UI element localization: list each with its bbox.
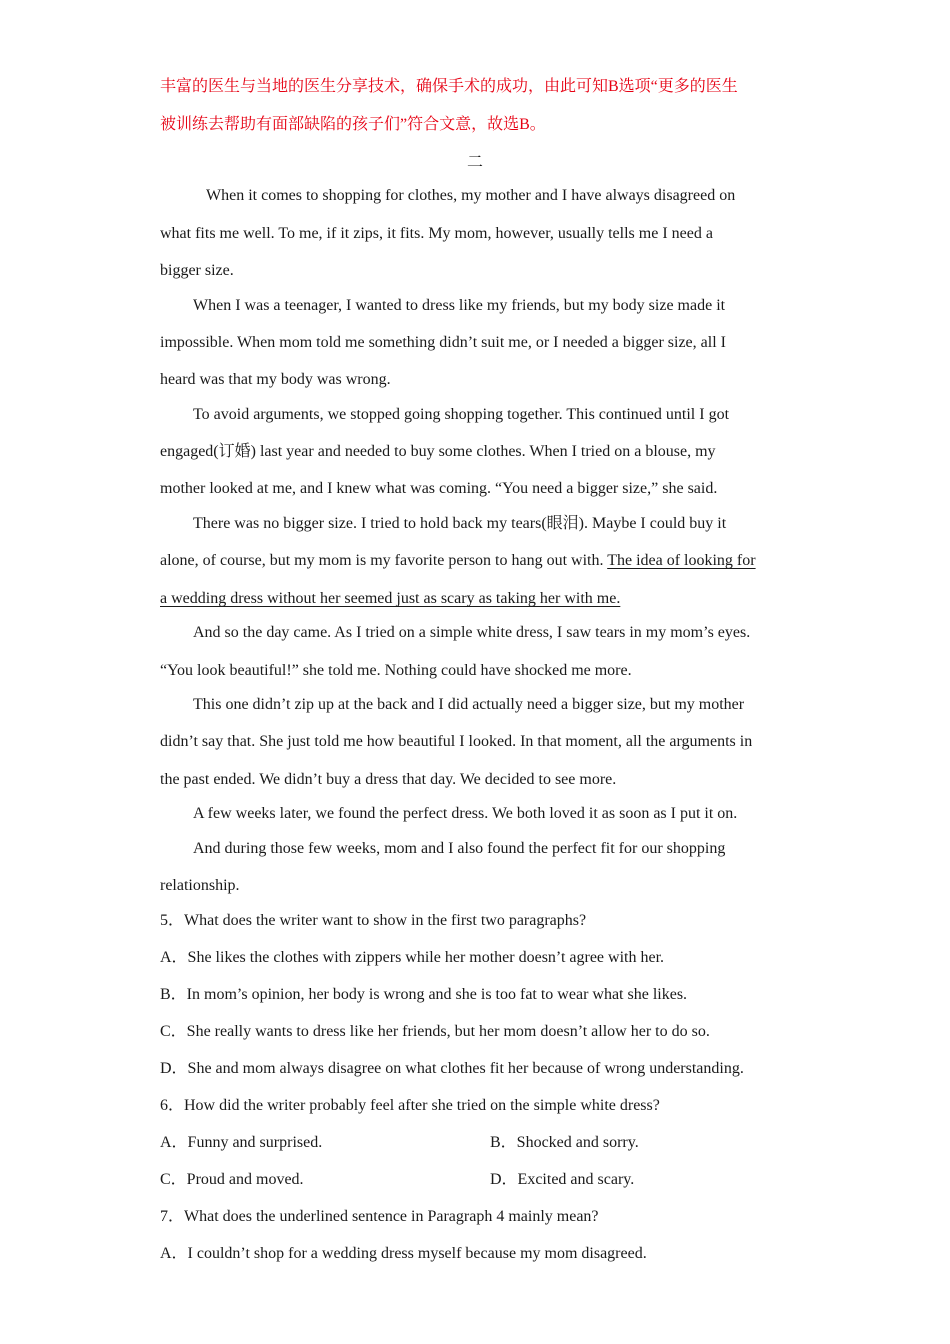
passage-line: relationship. (160, 877, 240, 894)
passage-line: engaged(订婚) last year and needed to buy some clothes. When I tried on a blouse, my (160, 443, 716, 460)
passage-line: When I was a teenager, I wanted to dress like my friends, but my body size made it (193, 297, 726, 314)
passage-line: didn’t say that. She just told me how beautiful I looked. In that moment, all the arguments in (160, 733, 753, 750)
passage-line: This one didn’t zip up at the back and I did actually need a bigger size, but my mother (193, 696, 745, 713)
passage-line: “You look beautiful!” she told me. Nothing could have shocked me more. (160, 662, 632, 679)
question-6-stem: 6．How did the writer probably feel after she tried on the simple white dress? (160, 1097, 660, 1114)
underlined-sentence-part-1: The idea of looking for (607, 552, 756, 569)
passage-line: the past ended. We didn’t buy a dress that day. We decided to see more. (160, 771, 617, 788)
passage-line: And during those few weeks, mom and I also found the perfect fit for our shopping (193, 840, 726, 857)
question-6-option-a: A．Funny and surprised. (160, 1134, 323, 1151)
passage-line: When it comes to shopping for clothes, my mother and I have always disagreed on (206, 187, 736, 204)
question-5-option-a: A．She likes the clothes with zippers while her mother doesn’t agree with her. (160, 949, 665, 966)
underlined-sentence-part-2: a wedding dress without her seemed just as scary as taking her with me. (160, 590, 621, 607)
question-6-option-c: C．Proud and moved. (160, 1171, 304, 1188)
passage-line (160, 551, 756, 571)
question-5-option-b: B．In mom’s opinion, her body is wrong and she is too fat to wear what she likes. (160, 986, 688, 1003)
passage-text: alone, of course, but my mom is my favorite person to hang out with. (160, 552, 608, 569)
passage-line: bigger size. (160, 262, 234, 279)
passage-line: And so the day came. As I tried on a simple white dress, I saw tears in my mom’s eyes. (193, 624, 751, 641)
question-7-option-a: A．I couldn’t shop for a wedding dress myself because my mom disagreed. (160, 1245, 647, 1262)
question-7-stem: 7．What does the underlined sentence in Paragraph 4 mainly mean? (160, 1208, 599, 1225)
question-6-option-d: D．Excited and scary. (490, 1171, 635, 1188)
answer-explanation-line-2: 被训练去帮助有面部缺陷的孩子们”符合文意，故选B。 (160, 116, 546, 133)
passage-line: what fits me well. To me, if it zips, it fits. My mom, however, usually tells me I need a (160, 225, 713, 242)
passage-line: impossible. When mom told me something didn’t suit me, or I needed a bigger size, all I (160, 334, 726, 351)
passage-line: There was no bigger size. I tried to hold back my tears(眼泪). Maybe I could buy it (193, 515, 727, 532)
passage-line: A few weeks later, we found the perfect dress. We both loved it as soon as I put it on. (193, 805, 738, 822)
section-heading: 二 (466, 154, 483, 171)
answer-explanation-line-1: 丰富的医生与当地的医生分享技术，确保手术的成功，由此可知B选项“更多的医生 (160, 78, 738, 95)
question-6-option-b: B．Shocked and sorry. (490, 1134, 639, 1151)
question-5-stem: 5．What does the writer want to show in the first two paragraphs? (160, 912, 587, 929)
passage-line: To avoid arguments, we stopped going shopping together. This continued until I got (193, 406, 730, 423)
passage-line: heard was that my body was wrong. (160, 371, 391, 388)
question-5-option-c: C．She really wants to dress like her friends, but her mom doesn’t allow her to do so. (160, 1023, 710, 1040)
question-5-option-d: D．She and mom always disagree on what clothes fit her because of wrong understanding. (160, 1060, 744, 1077)
passage-line: mother looked at me, and I knew what was coming. “You need a bigger size,” she said. (160, 480, 718, 497)
